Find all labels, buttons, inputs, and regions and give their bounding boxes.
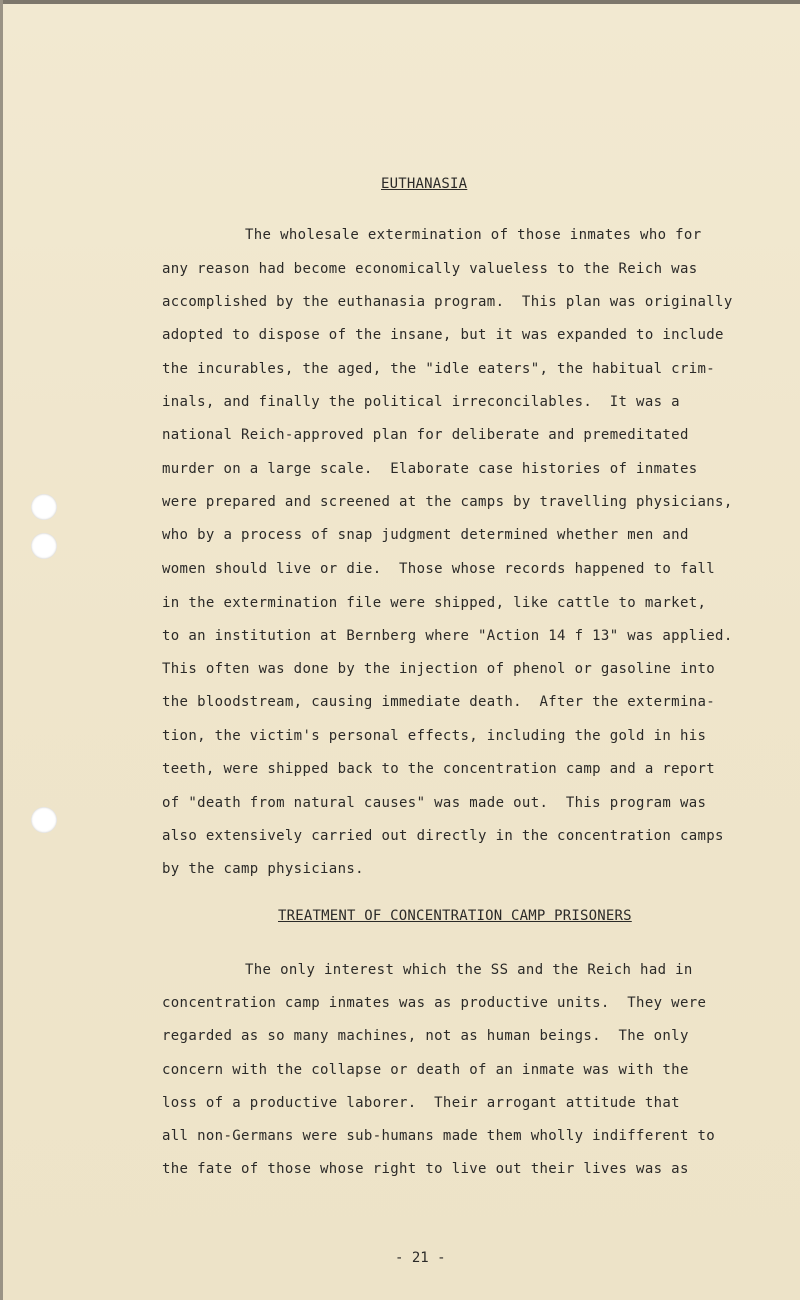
punch-hole: [31, 807, 57, 833]
text-line: concentration camp inmates was as productive units. They were: [162, 995, 707, 1011]
text-line: all non-Germans were sub-humans made them wholly indifferent to: [162, 1128, 716, 1144]
text-line: of "death from natural causes" was made out. This program was: [162, 795, 707, 811]
text-line: also extensively carried out directly in the concentration camps: [162, 828, 724, 844]
text-line: the incurables, the aged, the "idle eaters", the habitual crim-: [162, 361, 716, 377]
text-line: tion, the victim's personal effects, including the gold in his: [162, 728, 707, 744]
section-heading-euthanasia: EUTHANASIA: [381, 176, 468, 192]
text-line: loss of a productive laborer. Their arrogant attitude that: [162, 1095, 680, 1111]
punch-hole: [31, 533, 57, 559]
text-line: who by a process of snap judgment determined whether men and: [162, 527, 689, 543]
text-line: regarded as so many machines, not as human beings. The only: [162, 1028, 689, 1044]
section-heading-treatment: TREATMENT OF CONCENTRATION CAMP PRISONERS: [278, 908, 632, 924]
text-line: adopted to dispose of the insane, but it was expanded to include: [162, 327, 724, 343]
page-left-edge: [0, 0, 3, 1300]
text-line: national Reich-approved plan for deliberate and premeditated: [162, 427, 689, 443]
page-top-edge: [0, 0, 800, 4]
text-line: the bloodstream, causing immediate death. After the extermina-: [162, 694, 716, 710]
text-line: by the camp physicians.: [162, 861, 364, 877]
text-line: concern with the collapse or death of an inmate was with the: [162, 1062, 689, 1078]
text-line: in the extermination file were shipped, like cattle to market,: [162, 595, 707, 611]
text-line: the fate of those whose right to live out their lives was as: [162, 1161, 689, 1177]
page-number: - 21 -: [395, 1250, 446, 1266]
text-line: any reason had become economically valueless to the Reich was: [162, 261, 698, 277]
text-line: murder on a large scale. Elaborate case histories of inmates: [162, 461, 698, 477]
text-line: The wholesale extermination of those inmates who for: [245, 227, 702, 243]
text-line: to an institution at Bernberg where "Action 14 f 13" was applied.: [162, 628, 733, 644]
text-line: were prepared and screened at the camps by travelling physicians,: [162, 494, 733, 510]
text-line: accomplished by the euthanasia program. This plan was originally: [162, 294, 733, 310]
text-line: The only interest which the SS and the Reich had in: [245, 962, 693, 978]
text-line: teeth, were shipped back to the concentration camp and a report: [162, 761, 716, 777]
punch-hole: [31, 494, 57, 520]
text-line: inals, and finally the political irreconcilables. It was a: [162, 394, 680, 410]
text-line: This often was done by the injection of phenol or gasoline into: [162, 661, 716, 677]
text-line: women should live or die. Those whose records happened to fall: [162, 561, 716, 577]
